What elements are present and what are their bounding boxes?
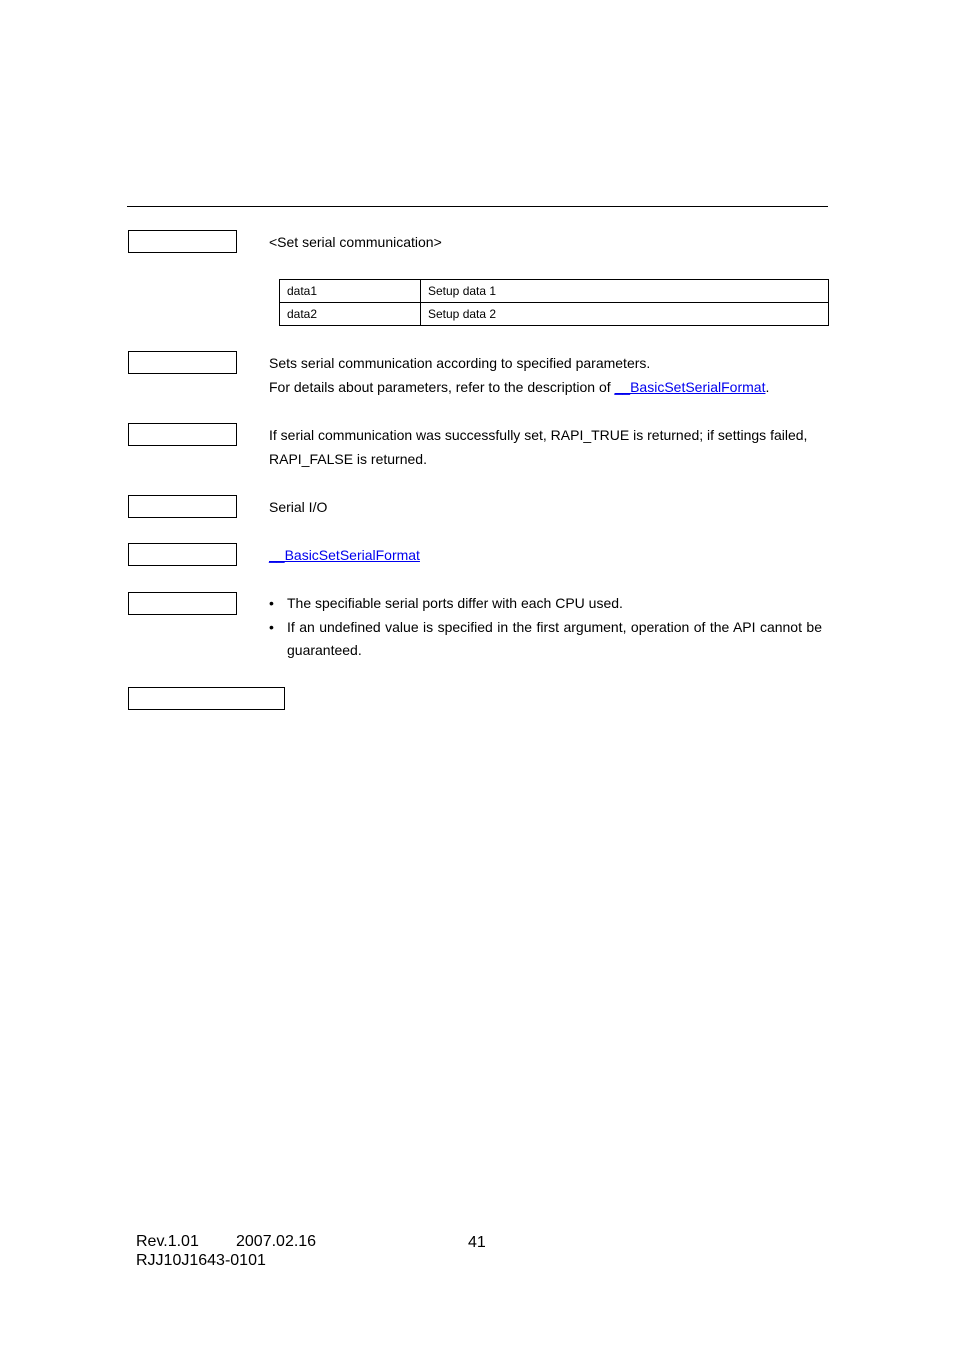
basic-set-serial-format-link[interactable]: __BasicSetSerialFormat [614,379,766,395]
label-box-function [128,351,237,374]
function-type: Serial I/O [269,499,328,515]
footer-doc-id: RJJ10J1643-0101 [136,1252,266,1269]
return-line-2: RAPI_FALSE is returned. [269,451,427,467]
function-line-2 [269,375,769,399]
bullet: • [269,618,274,635]
bullet: • [269,595,274,611]
section-title: <Set serial communication> [269,234,442,250]
function-line-2-suffix: . [765,379,770,395]
note-text: If an undefined value is specified in the first argument, operation of the API cannot be guaranteed. [287,618,822,658]
return-line-1: If serial communication was successfully set, RAPI_TRUE is returned; if settings failed, [269,427,808,443]
param-name: data1 [280,280,421,303]
related-function-link[interactable]: __BasicSetSerialFormat [269,547,420,563]
header-rule [127,206,828,207]
label-box-notes [128,592,237,615]
return-value-description [269,423,807,471]
list-item [269,616,822,663]
footer-rev: Rev.1.01 [136,1233,199,1250]
function-line-2-prefix: For details about parameters, refer to the description of [269,379,615,395]
label-box-title [128,230,237,253]
params-table [279,279,829,326]
table-row [280,303,829,326]
label-box-example [128,687,285,710]
param-desc: Setup data 2 [421,303,829,326]
notes-list [269,592,822,663]
param-name: data2 [280,303,421,326]
label-box-function-type [128,495,237,518]
table-row [280,280,829,303]
function-line-1: Sets serial communication according to specified parameters. [269,355,651,371]
param-desc: Setup data 1 [421,280,829,303]
label-box-return-value [128,423,237,446]
label-box-related [128,543,237,566]
function-description [269,351,769,399]
list-item [269,592,822,616]
footer-date: 2007.02.16 [236,1233,317,1250]
note-text: The specifiable serial ports differ with each CPU used. [287,595,623,611]
page-number: 41 [468,1234,486,1251]
